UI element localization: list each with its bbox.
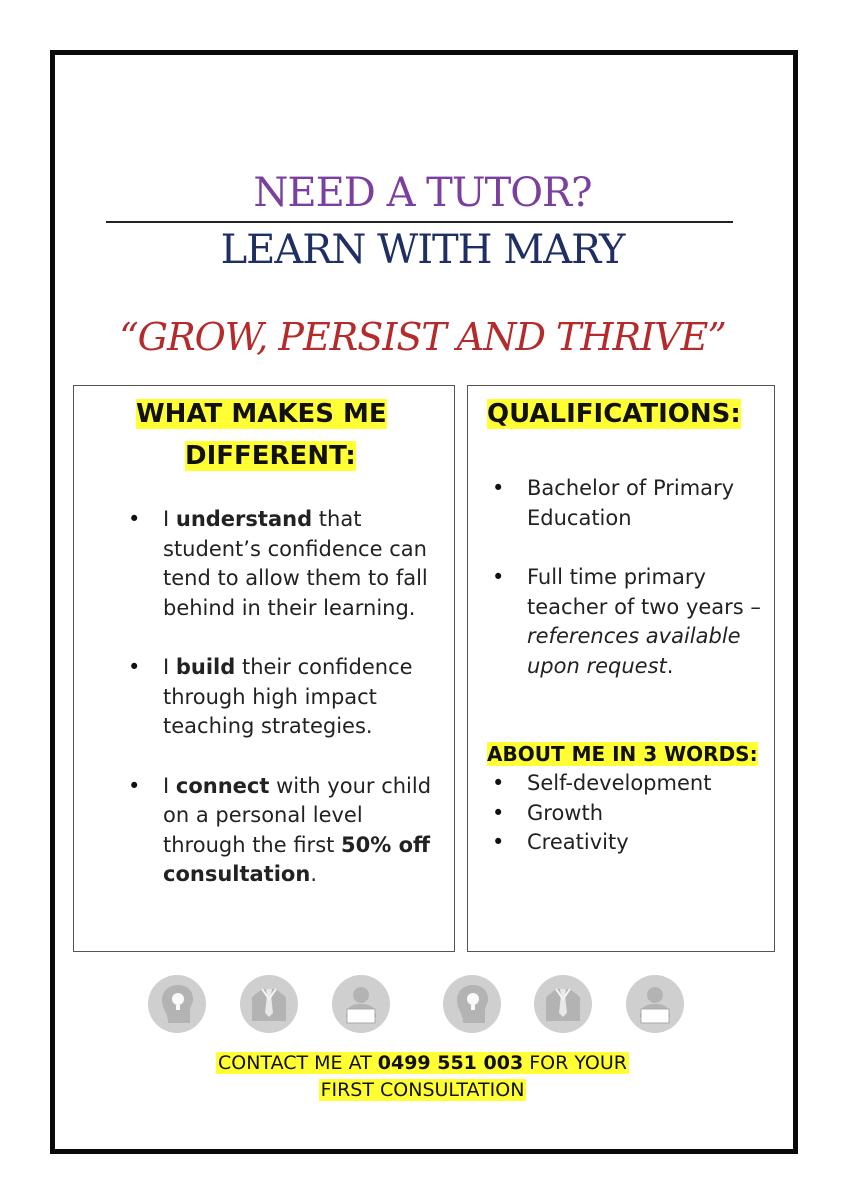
differences-heading [136, 394, 387, 434]
qualifications-heading-text: QUALIFICATIONS: [487, 399, 741, 429]
item-text: their confidence through high impact teaching strategies. [163, 655, 413, 738]
list-item: • Growth [527, 799, 767, 829]
contact-text: CONTACT ME AT [218, 1052, 378, 1074]
item-text: I [163, 507, 176, 531]
differences-list [163, 505, 448, 920]
contact-text: FOR YOUR [523, 1052, 627, 1074]
list-item [163, 653, 448, 742]
tie-person-icon [534, 975, 592, 1033]
differences-heading-line2: DIFFERENT: [185, 441, 356, 471]
differences-heading-2 [185, 436, 356, 476]
item-text: Full time primary teacher of two years – [527, 565, 761, 619]
item-text: Bachelor of Primary Education [527, 476, 735, 530]
contact-info [0, 1050, 845, 1104]
list-item [163, 505, 448, 623]
qualifications-list [527, 474, 767, 711]
list-item [163, 772, 448, 890]
list-item: • Creativity [527, 828, 767, 858]
phone-number: 0499 551 003 [377, 1052, 524, 1074]
item-text: I [163, 773, 176, 798]
list-item [527, 563, 767, 681]
item-text: that student’s confidence can tend to allow them to fall behind in their learning. [163, 507, 428, 620]
item-text: . [310, 862, 317, 886]
laptop-person-icon [626, 975, 684, 1033]
item-bold-text: 50% off consultation [163, 832, 431, 886]
item-bold-text: build [175, 655, 236, 679]
about-list [527, 769, 767, 858]
list-item [527, 474, 767, 533]
differences-heading-line1: WHAT MAKES ME [136, 399, 387, 429]
about-heading-text: ABOUT ME IN 3 WORDS: [487, 742, 758, 766]
motto: “GROW, PERSIST AND THRIVE” [119, 315, 726, 359]
item-text: I [163, 655, 176, 679]
lightbulb-head-icon [443, 975, 501, 1033]
tie-person-icon [240, 975, 298, 1033]
contact-line2: FIRST CONSULTATION [320, 1079, 525, 1101]
item-text: with your child on a personal level through the first [163, 773, 432, 857]
qualifications-heading [487, 394, 741, 434]
list-item: • Self-development [527, 769, 767, 799]
title-need-a-tutor: NEED A TUTOR? [253, 170, 592, 216]
laptop-person-icon [332, 975, 390, 1033]
item-italic-text: references available upon request [527, 624, 741, 678]
about-heading [487, 739, 758, 769]
title-divider [106, 221, 733, 223]
title-learn-with-mary: LEARN WITH MARY [220, 227, 625, 273]
lightbulb-head-icon [148, 975, 206, 1033]
item-bold-text: connect [175, 773, 270, 798]
item-text: . [666, 653, 674, 678]
item-bold-text: understand [175, 507, 313, 531]
contact-line1 [216, 1052, 629, 1074]
